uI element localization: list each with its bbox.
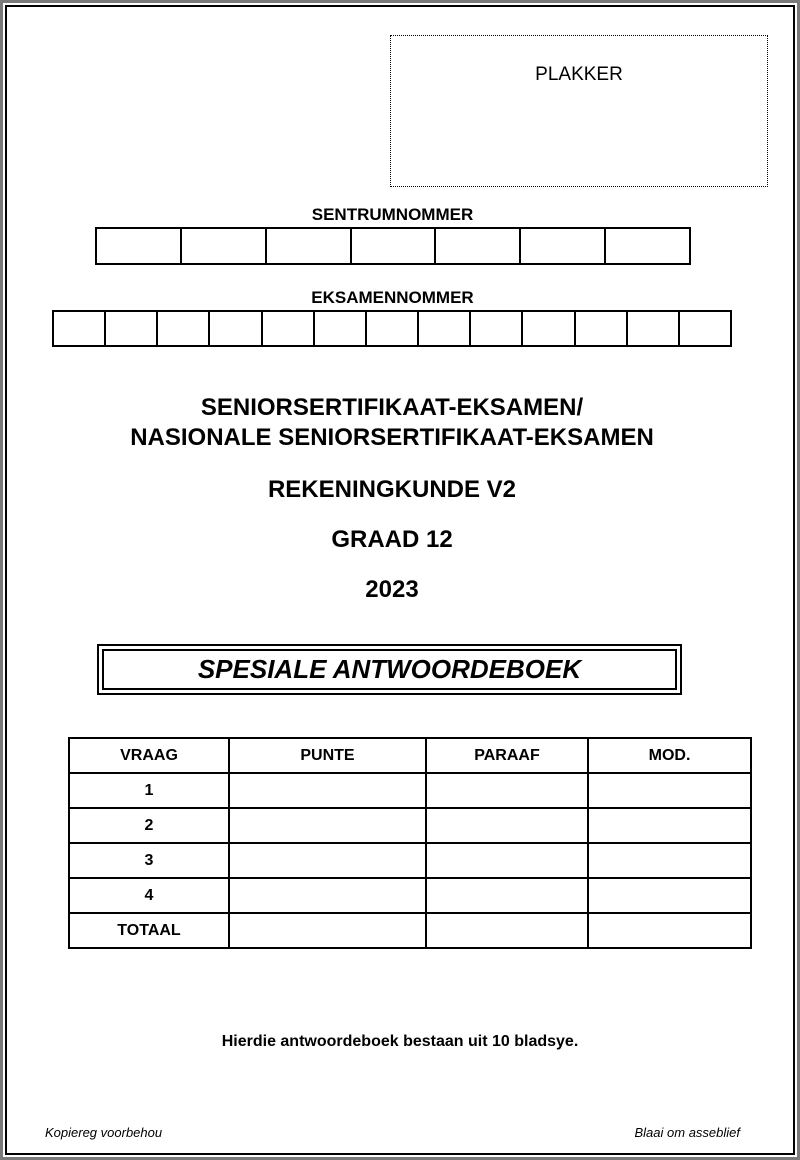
question-number: 3 [69,843,229,878]
question-number: 4 [69,878,229,913]
exam-number-digit-box[interactable] [210,312,262,345]
marks-cell[interactable] [229,843,426,878]
table-row [69,773,751,808]
initial-cell[interactable] [426,913,588,948]
subject-title: REKENINGKUNDE V2 [267,476,517,503]
sticker-area [390,35,768,187]
header-question: VRAAG [69,738,229,773]
initial-cell[interactable] [426,773,588,808]
marks-cell[interactable] [229,913,426,948]
sticker-label: PLAKKER [535,64,623,85]
exam-number-digit-box[interactable] [263,312,315,345]
moderation-cell[interactable] [588,773,751,808]
centre-number-digit-box[interactable] [436,229,521,263]
centre-number-boxes[interactable] [95,227,691,265]
copyright-note: Kopiereg voorbehou [45,1125,163,1140]
moderation-cell[interactable] [588,878,751,913]
question-number: 2 [69,808,229,843]
initial-cell[interactable] [426,843,588,878]
exam-number-digit-box[interactable] [680,312,730,345]
grade-title: GRAAD 12 [331,526,453,553]
header-moderation: MOD. [588,738,751,773]
exam-number-label: EKSAMENNOMMER [311,288,474,307]
moderation-cell[interactable] [588,808,751,843]
marks-cell[interactable] [229,808,426,843]
exam-number-digit-box[interactable] [628,312,680,345]
centre-number-digit-box[interactable] [97,229,182,263]
table-row [69,808,751,843]
table-row [69,878,751,913]
question-number: 1 [69,773,229,808]
exam-number-digit-box[interactable] [471,312,523,345]
marks-cell[interactable] [229,773,426,808]
marks-table [68,737,752,949]
initial-cell[interactable] [426,878,588,913]
centre-number-digit-box[interactable] [182,229,267,263]
exam-number-digit-box[interactable] [158,312,210,345]
moderation-cell[interactable] [588,843,751,878]
banner-text: SPESIALE ANTWOORDEBOEK [102,649,677,690]
exam-number-digit-box[interactable] [576,312,628,345]
exam-number-digit-box[interactable] [419,312,471,345]
centre-number-digit-box[interactable] [521,229,606,263]
exam-number-digit-box[interactable] [315,312,367,345]
exam-number-digit-box[interactable] [523,312,575,345]
exam-number-digit-box[interactable] [106,312,158,345]
total-label: TOTAAL [69,913,229,948]
centre-number-digit-box[interactable] [267,229,352,263]
centre-number-label: SENTRUMNOMMER [311,205,474,224]
exam-title-line2: NASIONALE SENIORSERTIFIKAAT-EKSAMEN [130,424,654,451]
year-title: 2023 [365,576,419,603]
header-marks: PUNTE [229,738,426,773]
marks-header-row [69,738,751,773]
turn-page-note: Blaai om asseblief [634,1125,740,1140]
page-count-note: Hierdie antwoordeboek bestaan uit 10 bladsye. [221,1033,579,1050]
special-answer-book-banner [97,644,682,695]
table-row [69,843,751,878]
exam-number-boxes[interactable] [52,310,732,347]
centre-number-digit-box[interactable] [606,229,689,263]
header-initial: PARAAF [426,738,588,773]
initial-cell[interactable] [426,808,588,843]
table-row-total [69,913,751,948]
marks-cell[interactable] [229,878,426,913]
exam-number-digit-box[interactable] [367,312,419,345]
exam-title-line1: SENIORSERTIFIKAAT-EKSAMEN/ [200,394,584,421]
centre-number-digit-box[interactable] [352,229,437,263]
moderation-cell[interactable] [588,913,751,948]
exam-number-digit-box[interactable] [54,312,106,345]
